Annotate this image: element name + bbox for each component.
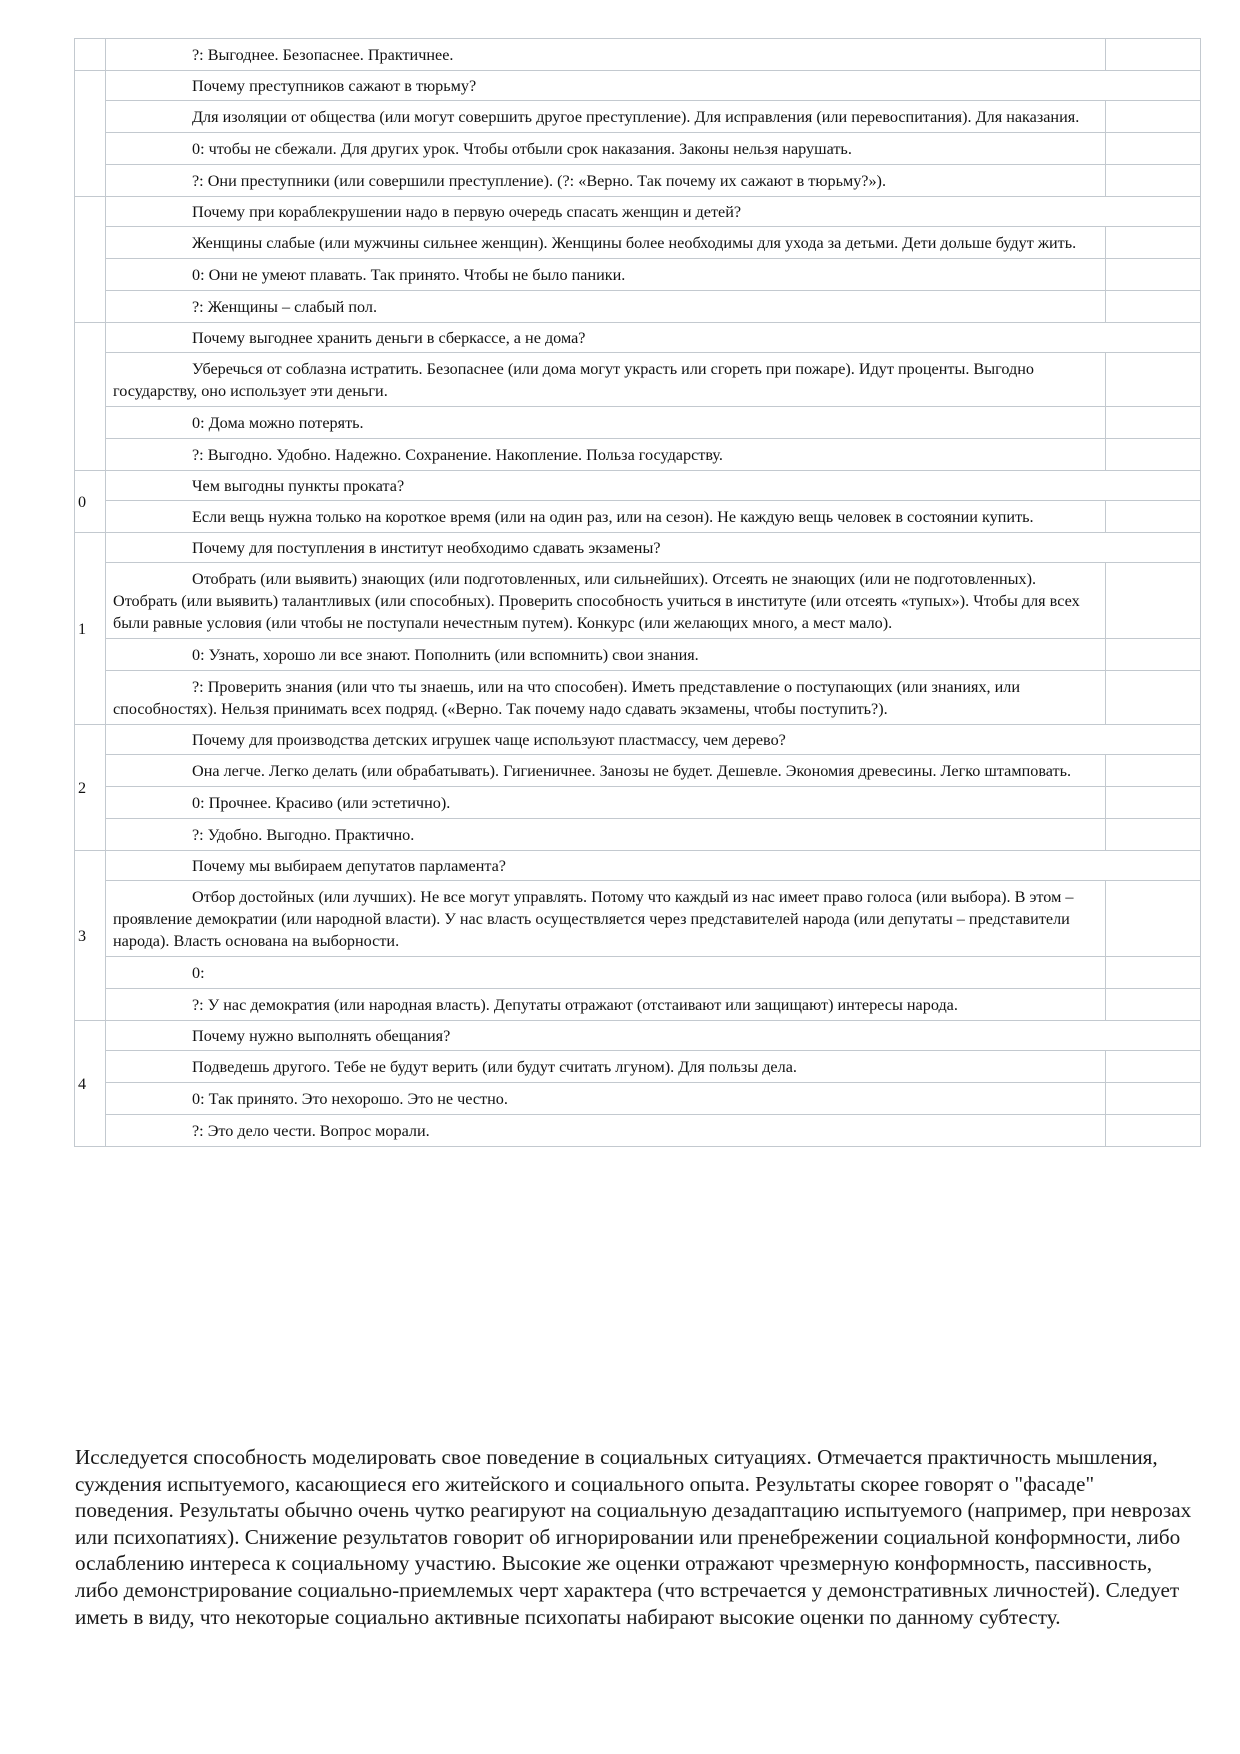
item-number: 2 (75, 725, 106, 851)
answer-row (75, 165, 1201, 197)
answer-row (75, 39, 1201, 71)
answer-text: Женщины слабые (или мужчины сильнее женщин). Женщины более необходимы для ухода за детьми. Дети дольше будут жить. (106, 227, 1106, 259)
question-text: Почему выгоднее хранить деньги в сберкассе, а не дома? (106, 323, 1201, 353)
answer-text: ?: Женщины – слабый пол. (106, 291, 1106, 323)
score-cell (1106, 1115, 1201, 1147)
item-number: 4 (75, 1021, 106, 1147)
question-row (75, 533, 1201, 563)
score-cell (1106, 671, 1201, 725)
answer-text: 0: (106, 957, 1106, 989)
answer-row (75, 957, 1201, 989)
question-row (75, 851, 1201, 881)
score-cell (1106, 1051, 1201, 1083)
answer-text: 0: чтобы не сбежали. Для других урок. Чтобы отбыли срок наказания. Законы нельзя нарушать. (106, 133, 1106, 165)
answer-text: Отобрать (или выявить) знающих (или подготовленных, или сильнейших). Отсеять не знающих (или не подготовленных). Отобрать (или выявить) талантливых (или способных). Проверить способность учиться в институте (или отсеять «тупых»). Чтобы для всех были равные условия (или чтобы не поступали нечестным путем). Конкурс (или желающих много, а мест мало). (106, 563, 1106, 639)
score-cell (1106, 1083, 1201, 1115)
item-number: 1 (75, 533, 106, 725)
question-text: Почему нужно выполнять обещания? (106, 1021, 1201, 1051)
question-row (75, 1021, 1201, 1051)
questions-table (74, 38, 1201, 1147)
answer-row (75, 1083, 1201, 1115)
answer-row (75, 133, 1201, 165)
questions-table-body (75, 39, 1201, 1147)
question-row (75, 471, 1201, 501)
score-cell (1106, 259, 1201, 291)
score-cell (1106, 501, 1201, 533)
score-cell (1106, 133, 1201, 165)
answer-text: 0: Узнать, хорошо ли все знают. Пополнить (или вспомнить) свои знания. (106, 639, 1106, 671)
question-text: Почему для производства детских игрушек чаще используют пластмассу, чем дерево? (106, 725, 1201, 755)
item-number (75, 323, 106, 471)
question-row (75, 197, 1201, 227)
score-cell (1106, 639, 1201, 671)
question-row (75, 323, 1201, 353)
score-cell (1106, 989, 1201, 1021)
item-number (75, 71, 106, 197)
answer-row (75, 501, 1201, 533)
score-cell (1106, 227, 1201, 259)
answer-row (75, 439, 1201, 471)
answer-row (75, 819, 1201, 851)
question-text: Почему преступников сажают в тюрьму? (106, 71, 1201, 101)
answer-text: ?: Они преступники (или совершили преступление). (?: «Верно. Так почему их сажают в тюрьму?»). (106, 165, 1106, 197)
score-cell (1106, 407, 1201, 439)
answer-row (75, 259, 1201, 291)
answer-row (75, 787, 1201, 819)
question-row (75, 71, 1201, 101)
item-number: 0 (75, 471, 106, 533)
score-cell (1106, 439, 1201, 471)
answer-text: Для изоляции от общества (или могут совершить другое преступление). Для исправления (или перевоспитания). Для наказания. (106, 101, 1106, 133)
answer-text: 0: Они не умеют плавать. Так принято. Чтобы не было паники. (106, 259, 1106, 291)
score-cell (1106, 755, 1201, 787)
answer-row (75, 407, 1201, 439)
score-cell (1106, 39, 1201, 71)
answer-text: Отбор достойных (или лучших). Не все могут управлять. Потому что каждый из нас имеет право голоса (или выбора). В этом – проявление демократии (или народной власти). У нас власть осуществляется через представителей народа (или депутаты – представители народа). Власть основана на выборности. (106, 881, 1106, 957)
answer-text: ?: Проверить знания (или что ты знаешь, или на что способен). Иметь представление о поступающих (или знаниях, или способностях). Нельзя принимать всех подряд. («Верно. Так почему надо сдавать экзамены, чтобы поступить?). (106, 671, 1106, 725)
item-number: 3 (75, 851, 106, 1021)
answer-row (75, 1051, 1201, 1083)
score-cell (1106, 165, 1201, 197)
question-text: Почему при кораблекрушении надо в первую очередь спасать женщин и детей? (106, 197, 1201, 227)
question-text: Чем выгодны пункты проката? (106, 471, 1201, 501)
answer-text: Если вещь нужна только на короткое время (или на один раз, или на сезон). Не каждую вещь человек в состоянии купить. (106, 501, 1106, 533)
answer-text: ?: Это дело чести. Вопрос морали. (106, 1115, 1106, 1147)
question-row (75, 725, 1201, 755)
answer-text: Уберечься от соблазна истратить. Безопаснее (или дома могут украсть или сгореть при пожаре). Идут проценты. Выгодно государству, оно использует эти деньги. (106, 353, 1106, 407)
answer-text: ?: У нас демократия (или народная власть). Депутаты отражают (отстаивают или защищают) интересы народа. (106, 989, 1106, 1021)
answer-row (75, 563, 1201, 639)
answer-text: 0: Прочнее. Красиво (или эстетично). (106, 787, 1106, 819)
answer-row (75, 291, 1201, 323)
answer-row (75, 881, 1201, 957)
answer-row (75, 101, 1201, 133)
answer-row (75, 227, 1201, 259)
score-cell (1106, 787, 1201, 819)
answer-row (75, 755, 1201, 787)
answer-text: Она легче. Легко делать (или обрабатывать). Гигиеничнее. Занозы не будет. Дешевле. Экономия древесины. Легко штамповать. (106, 755, 1106, 787)
answer-text: Подведешь другого. Тебе не будут верить (или будут считать лгуном). Для пользы дела. (106, 1051, 1106, 1083)
score-cell (1106, 881, 1201, 957)
score-cell (1106, 957, 1201, 989)
answer-text: 0: Дома можно потерять. (106, 407, 1106, 439)
score-cell (1106, 353, 1201, 407)
question-text: Почему мы выбираем депутатов парламента? (106, 851, 1201, 881)
score-cell (1106, 819, 1201, 851)
answer-row (75, 671, 1201, 725)
question-text: Почему для поступления в институт необходимо сдавать экзамены? (106, 533, 1201, 563)
answer-text: ?: Выгоднее. Безопаснее. Практичнее. (106, 39, 1106, 71)
item-number (75, 197, 106, 323)
interpretation-paragraph: Исследуется способность моделировать свое поведение в социальных ситуациях. Отмечается практичность мышления, суждения испытуемого, касающиеся его житейского и социального опыта. Результаты скорее говорят о "фасаде" поведения. Результаты обычно очень чутко реагируют на социальную дезадаптацию испытуемого (например, при неврозах или психопатиях). Снижение результатов говорит об игнорировании или пренебрежении социальной конформности, либо ослаблению интереса к социальному участию. Высокие же оценки отражают чрезмерную конформность, пассивность, либо демонстрирование социально-приемлемых черт характера (что встречается у демонстративных личностей). Следует иметь в виду, что некоторые социально активные психопаты набирают высокие оценки по данному субтесту. (75, 1445, 1192, 1629)
answer-text: ?: Выгодно. Удобно. Надежно. Сохранение. Накопление. Польза государству. (106, 439, 1106, 471)
answer-row (75, 353, 1201, 407)
answer-row (75, 1115, 1201, 1147)
score-cell (1106, 291, 1201, 323)
score-cell (1106, 563, 1201, 639)
answer-row (75, 989, 1201, 1021)
score-cell (1106, 101, 1201, 133)
answer-row (75, 639, 1201, 671)
answer-text: ?: Удобно. Выгодно. Практично. (106, 819, 1106, 851)
answer-text: 0: Так принято. Это нехорошо. Это не честно. (106, 1083, 1106, 1115)
item-number (75, 39, 106, 71)
